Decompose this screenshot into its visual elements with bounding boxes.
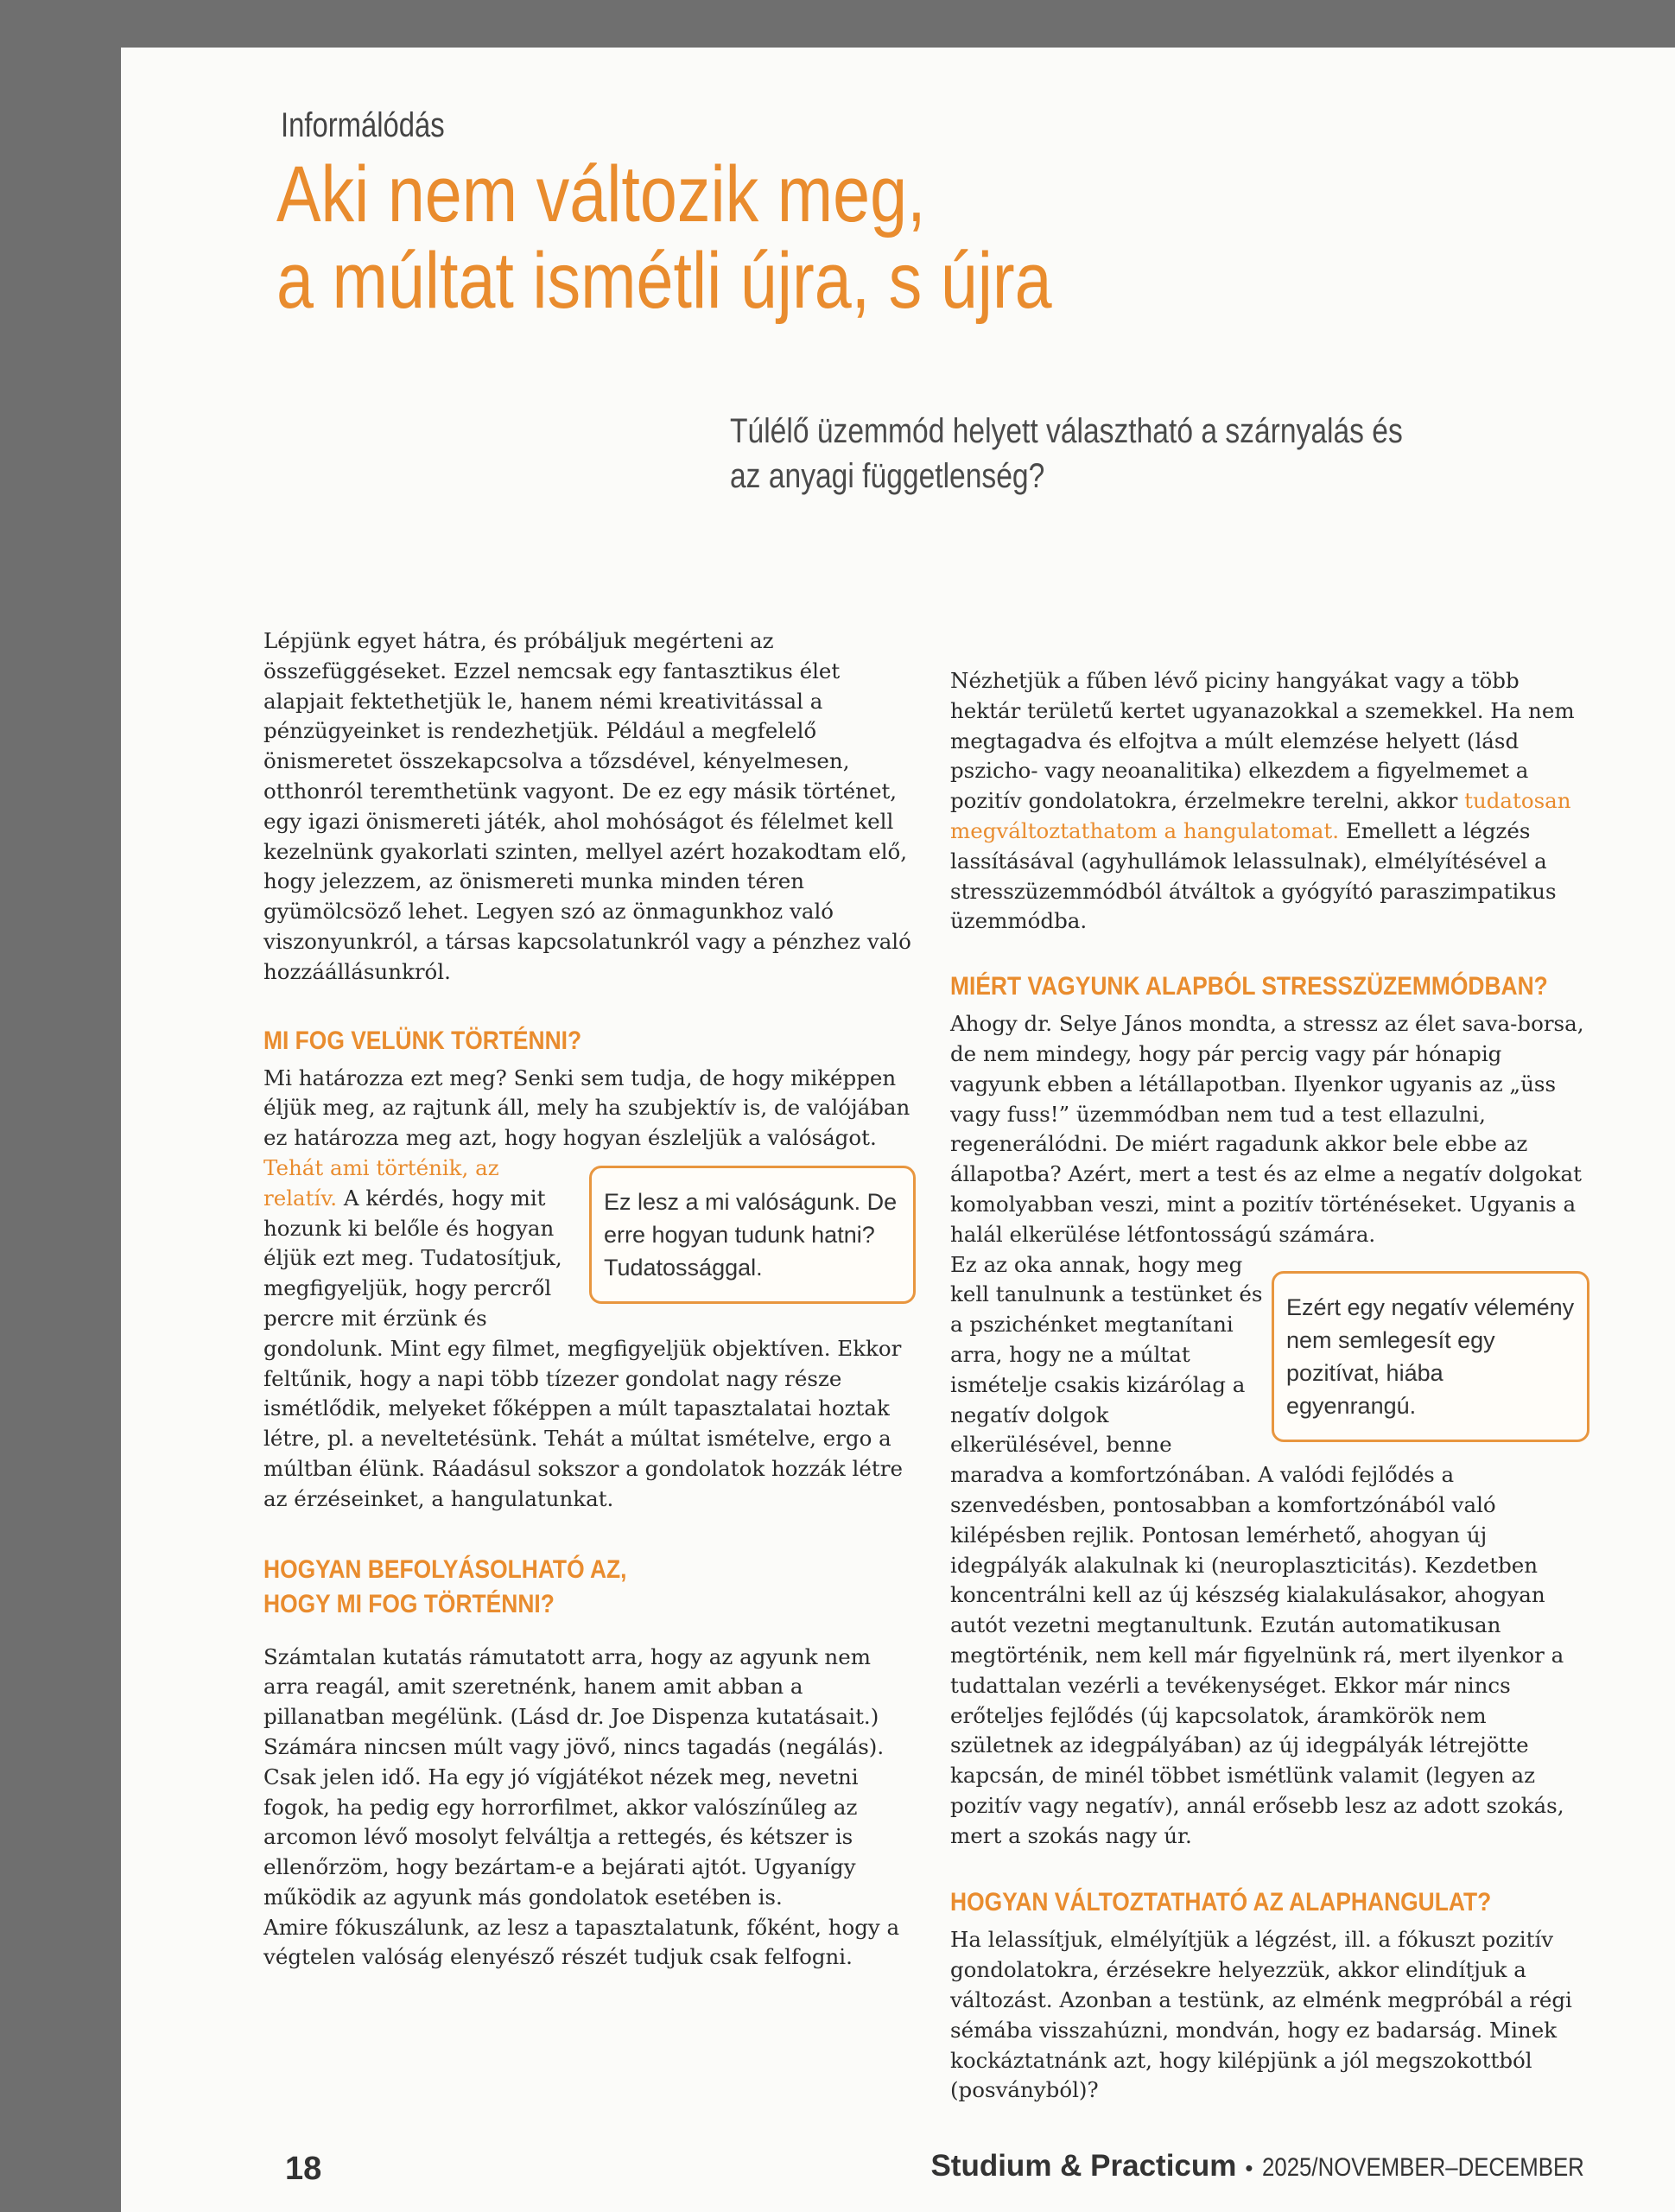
pull-quote-negativ: Ezért egy negatív vélemény nem semlegesít egy pozitívat, hiába egyenrangú. [1272, 1271, 1589, 1442]
intro-paragraph: Lépjünk egyet hátra, és próbáljuk megérteni az összefüggéseket. Ezzel nemcsak egy fantasztikus élet alapjait fektethetjük le, hanem némi kreativitással a pénzügyeinket is rendezhetjük. Például a megfelelő önismeretet összekapcsolva a tőzsdével, kényelmesen, otthonról teremthetünk vagyont. De ez egy másik történet, egy igazi önismereti játék, ahol mohóságot és félelmet kell kezelnünk gyakorlati szinten, mellyel azért hozakodtam elő, hogy jelezzem, az önismereti munka minden téren gyümölcsöző lehet. Legyen szó az önmagunkhoz való viszonyunkról, a társas kapcsolatunkról vagy a pénzhez való hozzáállásunkról. [263, 628, 911, 984]
paragraph-valosag-text: Mi határozza ezt meg? Senki sem tudja, de hogy miképpen éljük meg, az rajtunk áll, mely ha szubjektív is, de valójában ez határozza meg azt, hogy hogyan észleljük a valóságot. [263, 1065, 910, 1151]
heading-alaphangulat: HOGYAN VÁLTOZTATHATÓ AZ ALAPHANGULAT? [950, 1888, 1492, 1917]
paragraph-kutatasok: Számtalan kutatás rámutatott arra, hogy az agyunk nem arra reagál, amit szeretnénk, hanem amit abban a pillanatban megélünk. (Lásd dr. Joe Dispenza kutatásait.) Számára nincsen múlt vagy jövő, nincs tagadás (negálás). Csak jelen idő. Ha egy jó vígjátékot nézek meg, nevetni fogok, ha pedig egy horrorfilmet, akkor valószínűleg az arcomon lévő mosolyt felváltja a rettegés, és kétszer is ellenőrzöm, hogy bezártam-e a bejárati ajtót. Ugyanígy működik az agyunk más gondolatok esetében is. [263, 1643, 885, 1910]
highlight-relativ: Tehát ami történik, az relatív. [263, 1154, 499, 1211]
paragraph-valosag-continued: A kérdés, hogy mit hozunk ki belőle és hogyan éljük ezt meg. Tudatosítjuk, megfigyeljük, hogy percről percre mit érzünk és gondolunk. Mint egy filmet, megfigyeljük objektíven. Ekkor feltűnik, hogy a napi több tízezer gondolat nagy része ismétlődik, melyeket főképpen a múlt tapasztalatai hoztak létre, pl. a neveltetésünk. Tehát a múltat ismételve, ergo a múltban élünk. Ráadásul sokszor a gondolatok hozzák létre az érzéseinket, a hangulatunkat. [263, 1185, 903, 1511]
page-footer [930, 2149, 1636, 2183]
footer-separator: • [1245, 2155, 1253, 2181]
paragraph-valosag [263, 1064, 916, 1515]
title-line-2: a múltat ismétli újra, s újra [276, 237, 1052, 325]
article-title [276, 151, 1052, 324]
heading-hogyan-befolyasolhato-line-2: HOGY MI FOG TÖRTÉNNI? [263, 1589, 555, 1618]
magazine-page [121, 48, 1675, 2212]
right-column [950, 666, 1589, 2106]
paragraph-hangyak-text: Nézhetjük a fűben lévő piciny hangyákat vagy a több hektár területű kertet ugyanazokkal a szemekkel. Ha nem megtagadva és elfojtva a múlt elemzése helyett (lásd pszicho- vagy neoanalitika) elkezdem a figyelmemet a pozitív gondolatokra, érzelmekre terelni, akkor [950, 668, 1575, 814]
left-column [263, 626, 916, 1973]
title-line-1: Aki nem változik meg, [276, 150, 926, 238]
heading-hogyan-befolyasolhato-line-1: HOGYAN BEFOLYÁSOLHATÓ AZ, [263, 1554, 627, 1584]
pull-quote-valosag: Ez lesz a mi valóságunk. De erre hogyan tudunk hatni? Tudatossággal. [589, 1166, 916, 1304]
issue-date: 2025/NOVEMBER–DECEMBER [1261, 2153, 1584, 2182]
subtitle-line-1: Túlélő üzemmód helyett választható a szárnyalás és [730, 412, 1403, 450]
page-number: 18 [285, 2151, 322, 2187]
article-subtitle [730, 409, 1403, 499]
subtitle-line-2: az anyagi függetlenség? [730, 457, 1045, 495]
paragraph-fokusz: Amire fókuszálunk, az lesz a tapasztalatunk, főként, hogy a végtelen valóság elenyésző részét tudjuk csak felfogni. [263, 1914, 900, 1970]
heading-mi-fog-velunk-tortenni: MI FOG VELÜNK TÖRTÉNNI? [263, 1026, 582, 1055]
paragraph-komfortzona-text: Ez az oka annak, hogy meg kell tanulnunk a testünket és a pszichénket megtanítani arra, hogy ne a múltat ismételje csakis kizárólag a negatív dolgok elkerülésével, benne maradva a komfortzónában. A valódi fejlődés a szenvedésben, pontosabban a komfortzónából való kilépésben rejlik. Pontosan lemérhető, ahogyan új idegpályák alakulnak ki (neuroplaszticitás). Kezdetben koncentrálni kell az új készség kialakulásakor, ahogyan autót vezetni megtanultunk. Ezután automatikusan megtörténik, nem kell már figyelnünk rá, mert ilyenkor a tudattalan vezérli a tevékenységet. Ekkor már nincs erőteljes fejlődés (új kapcsolatok, áramkörök nem születnek az idegpályában) az új idegpályák létrejötte kapcsán, de minél többet ismétlünk valamit (legyen az pozitív vagy negatív), annál erősebb lesz az adott szokás, mert a szokás nagy úr. [950, 1251, 1564, 1848]
paragraph-hangyak-continued: Emellett a légzés lassításával (agyhullámok lelassulnak), elmélyítésével a stresszüzemmódból átváltok a gyógyító paraszimpatikus üzemmódba. [950, 817, 1557, 934]
section-label: Informálódás [281, 106, 445, 144]
heading-hogyan-befolyasolhato [263, 1553, 837, 1622]
paragraph-selye: Ahogy dr. Selye János mondta, a stressz az élet sava-borsa, de nem mindegy, hogy pár percig vagy pár hónapig vagyunk ebben a létállapotban. Ilyenkor ugyanis az „üss vagy fuss!” üzemmódban nem tud a test ellazulni, regenerálódni. De miért ragadunk akkor bele ebbe az állapotba? Azért, mert a test és az elme a negatív dolgokat komolyabban veszi, mint a pozitív történéseket. Ugyanis a halál elkerülése létfontosságú számára. [950, 1011, 1584, 1247]
paragraph-legzes: Ha lelassítjuk, elmélyítjük a légzést, ill. a fókuszt pozitív gondolatokra, érzésekre helyezzük, akkor elindítjuk a változást. Azonban a testünk, az elménk megpróbál a régi sémába visszahúzni, mondván, hogy ez badarság. Minek kockáztatnánk azt, hogy kilépjünk a jól megszokottból (posványból)? [950, 1927, 1572, 2103]
highlight-hangulat: tudatosan megváltoztathatom a hangulatomat. [950, 788, 1571, 843]
paragraph-komfortzona [950, 1250, 1589, 1852]
magazine-name: Studium & Practicum [930, 2149, 1237, 2183]
paragraph-hangyak [950, 666, 1589, 937]
heading-stresszuzemmod: MIÉRT VAGYUNK ALAPBÓL STRESSZÜZEMMÓDBAN? [950, 972, 1548, 1001]
